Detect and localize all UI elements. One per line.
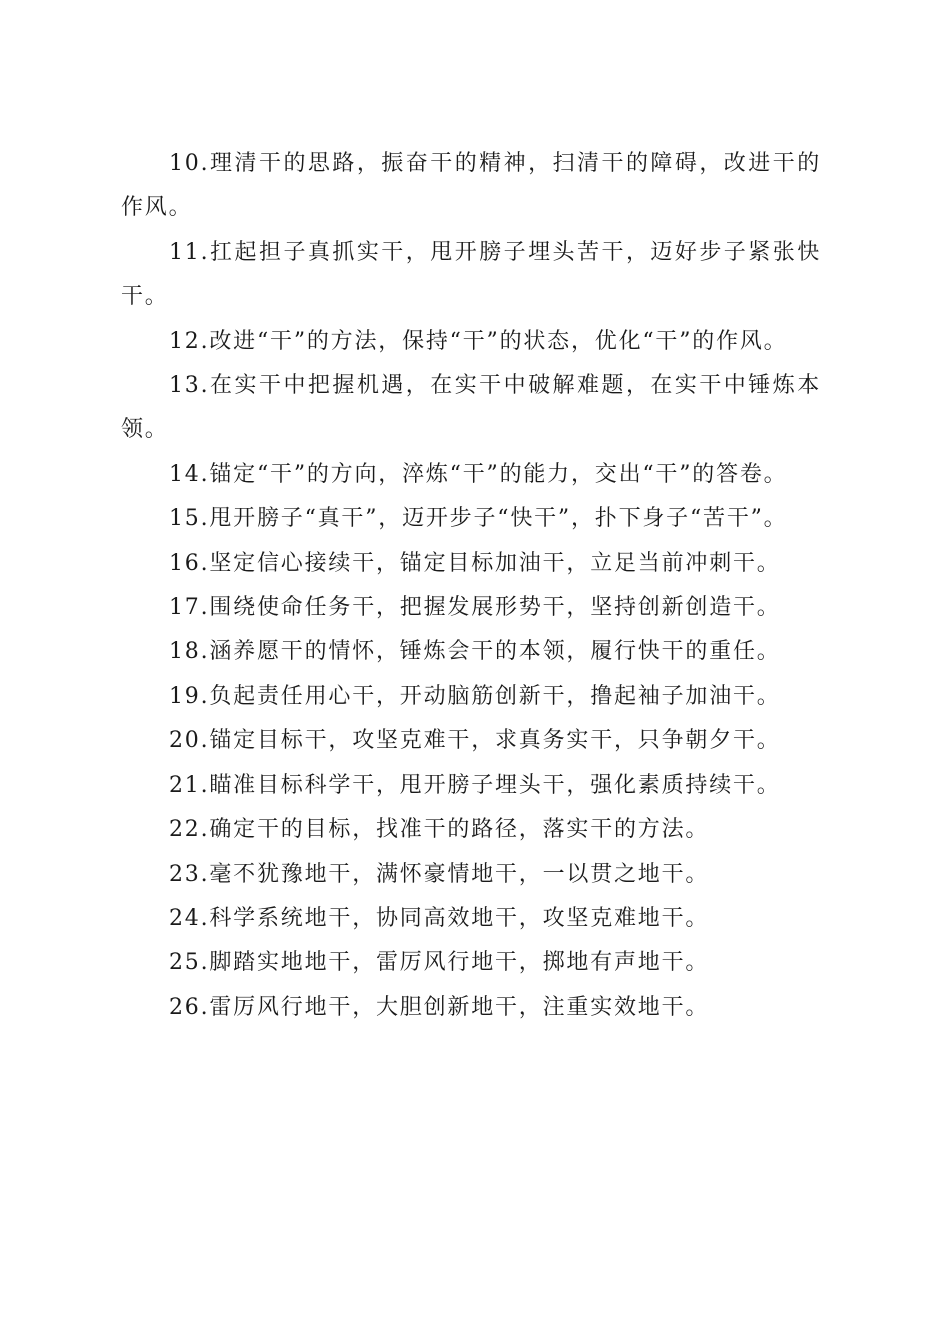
list-item: 22.确定干的目标，找准干的路径，落实干的方法。 bbox=[169, 817, 710, 843]
list-item: 26.雷厉风行地干，大胆创新地干，注重实效地干。 bbox=[169, 994, 710, 1020]
list-item: 25.脚踏实地地干，雷厉风行地干，掷地有声地干。 bbox=[169, 950, 710, 976]
document-body bbox=[121, 142, 821, 1030]
list-item: 21.瞄准目标科学干，甩开膀子埋头干，强化素质持续干。 bbox=[169, 772, 781, 798]
list-item: 10.理清干的思路，振奋干的精神，扫清干的障碍，改进干的作风。 bbox=[121, 151, 821, 221]
list-item: 15.甩开膀子“真干”，迈开步子“快干”，扑下身子“苦干”。 bbox=[169, 506, 788, 532]
list-item: 17.围绕使命任务干，把握发展形势干，坚持创新创造干。 bbox=[169, 595, 781, 621]
list-item: 20.锚定目标干，攻坚克难干，求真务实干，只争朝夕干。 bbox=[169, 728, 781, 754]
list-item: 13.在实干中把握机遇，在实干中破解难题，在实干中锤炼本领。 bbox=[121, 373, 821, 443]
list-item: 19.负起责任用心干，开动脑筋创新干，撸起袖子加油干。 bbox=[169, 683, 781, 709]
list-item: 24.科学系统地干，协同高效地干，攻坚克难地干。 bbox=[169, 905, 710, 931]
list-item: 16.坚定信心接续干，锚定目标加油干，立足当前冲刺干。 bbox=[169, 550, 781, 576]
list-item: 18.涵养愿干的情怀，锤炼会干的本领，履行快干的重任。 bbox=[169, 639, 781, 665]
list-item: 11.扛起担子真抓实干，甩开膀子埋头苦干，迈好步子紧张快干。 bbox=[121, 239, 821, 310]
list-item: 14.锚定“干”的方向，淬炼“干”的能力，交出“干”的答卷。 bbox=[169, 461, 788, 487]
list-item: 23.毫不犹豫地干，满怀豪情地干，一以贯之地干。 bbox=[169, 861, 710, 887]
list-item: 12.改进“干”的方法，保持“干”的状态，优化“干”的作风。 bbox=[169, 328, 788, 354]
